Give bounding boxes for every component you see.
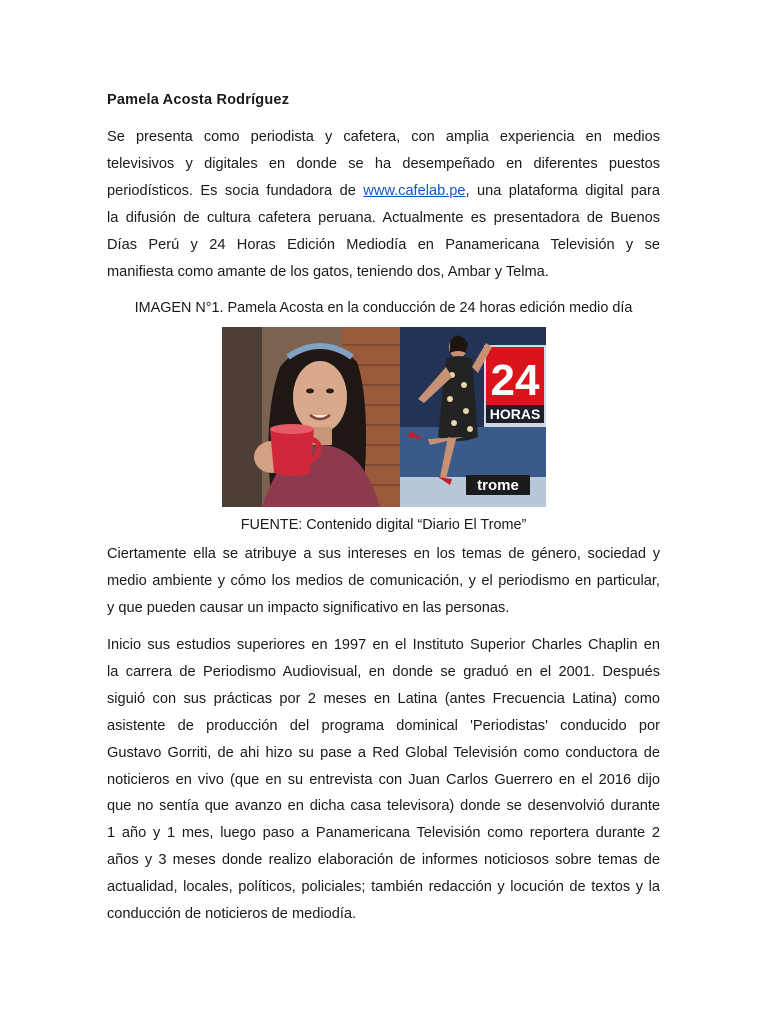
paragraph-line: que no sentía que avanzo en dicha casa televisora) donde se desenvolvió durante bbox=[107, 798, 660, 815]
document-heading: Pamela Acosta Rodríguez bbox=[107, 92, 290, 108]
paragraph-line: Gustavo Gorriti, de ahi hizo su pase a Red Global Televisión como conductora de bbox=[107, 744, 660, 761]
paragraph-line: Se presenta como periodista y cafetera, con amplia experiencia en medios bbox=[107, 129, 660, 145]
collage-image bbox=[222, 327, 546, 507]
paragraph-intro bbox=[107, 124, 660, 285]
paragraph-line: y que pueden causar un impacto significativo en las personas. bbox=[107, 599, 510, 616]
cafelab-link[interactable]: www.cafelab.pe bbox=[363, 182, 466, 199]
paragraph-line: televisivos y digitales en donde se ha desempeñado en diferentes puestos bbox=[107, 155, 660, 172]
line-suffix: , una plataforma digital para bbox=[465, 182, 660, 199]
logo-number: 24 bbox=[490, 356, 540, 405]
logo-word: HORAS bbox=[489, 406, 541, 422]
paragraph-career bbox=[107, 632, 660, 928]
news-set-illustration bbox=[400, 327, 546, 507]
paragraph-line: conducción de noticieros de mediodía. bbox=[107, 906, 357, 923]
paragraph-line: siguió con sus prácticas por 2 meses en Latina (antes Frecuencia Latina) como bbox=[107, 690, 660, 707]
paragraph-line: manifiesta como amante de los gatos, teniendo dos, Ambar y Telma. bbox=[107, 263, 549, 280]
paragraph-interests bbox=[107, 541, 660, 622]
paragraph-line-with-link bbox=[107, 178, 660, 205]
paragraph-line: noticieros en vivo (que en su entrevista con Juan Carlos Guerrero en el 2016 dijo bbox=[107, 771, 660, 788]
paragraph-line: 1 año y 1 mes, luego paso a Panamericana Televisión como reportera durante 2 bbox=[107, 825, 660, 842]
paragraph-line: asistente de producción del programa dominical 'Periodistas' conducido por bbox=[107, 717, 660, 734]
photo-coffee-cup bbox=[222, 327, 400, 507]
brand-word: trome bbox=[477, 477, 519, 494]
paragraph-line: años y 3 meses donde realizo elaboración de informes noticiosos sobre temas de bbox=[107, 852, 660, 869]
paragraph-line: Ciertamente ella se atribuye a sus intereses en los temas de género, sociedad y bbox=[107, 546, 660, 562]
paragraph-line: la carrera de Periodismo Audiovisual, en donde se graduó en el 2001. Después bbox=[107, 663, 660, 680]
paragraph-line: Días Perú y 24 Horas Edición Mediodía en Panamericana Televisión y se bbox=[107, 236, 660, 253]
photo-news-set bbox=[400, 327, 546, 507]
portrait-illustration bbox=[222, 327, 400, 507]
paragraph-line: actualidad, locales, políticos, policiales; también redacción y locución de textos y la bbox=[107, 879, 660, 896]
paragraph-line: Inicio sus estudios superiores en 1997 en el Instituto Superior Charles Chaplin en bbox=[107, 637, 660, 653]
paragraph-line: medio ambiente y cómo los medios de comunicación, y el periodismo en particular, bbox=[107, 572, 660, 589]
source-caption: FUENTE: Contenido digital “Diario El Trome” bbox=[240, 517, 527, 533]
paragraph-line: la difusión de cultura cafetera peruana. Actualmente es presentadora de Buenos bbox=[107, 209, 660, 226]
image-caption: IMAGEN N°1. Pamela Acosta en la conducción de 24 horas edición medio día bbox=[134, 300, 633, 316]
line-prefix: periodísticos. Es socia fundadora de bbox=[107, 182, 364, 199]
